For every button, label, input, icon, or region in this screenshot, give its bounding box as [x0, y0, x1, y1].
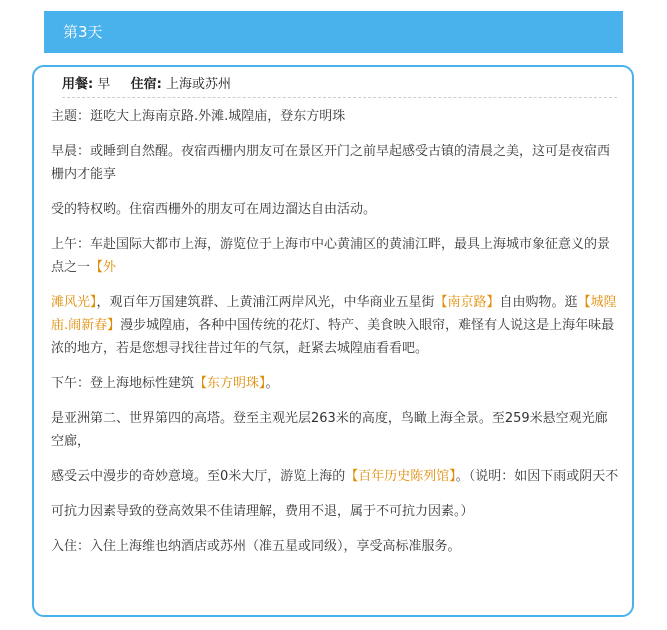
theme-paragraph: 主题：逛吃大上海南京路.外滩.城隍庙，登东方明珠	[51, 109, 346, 124]
itinerary-card	[32, 65, 634, 617]
bund-link-start[interactable]: 【外	[90, 260, 117, 275]
note-continued-paragraph: 可抗力因素导致的登高效果不佳请理解，费用不退，属于不可抗力因素。）	[51, 504, 474, 519]
cloud-walk-text: 感受云中漫步的奇妙意境。至0米大厅，游览上海的	[51, 469, 346, 484]
stay-value: 上海或苏州	[165, 77, 231, 92]
tower-paragraph: 是亚洲第二、世界第四的高塔。登至主观光层263米的高度，鸟瞰上海全景。至259米悬空观光廊空廊，	[51, 411, 608, 449]
forenoon-text: 上午：车赴国际大都市上海，游览位于上海市中心黄浦区的黄浦江畔，最具上海城市象征意义的景点之一	[51, 237, 611, 275]
city-god-temple-link[interactable]: 【城隍庙.闹新春】	[51, 295, 617, 333]
history-museum-link[interactable]: 【百年历史陈列馆】	[345, 469, 456, 484]
note-text: 。（说明：如因下雨或阴天不	[455, 469, 619, 484]
day-title: 第3天	[63, 23, 103, 41]
nanjing-road-link[interactable]: 【南京路】	[434, 295, 500, 310]
meal-stay-row	[62, 73, 617, 98]
afternoon-paragraph	[51, 372, 619, 395]
cloud-walk-paragraph	[51, 465, 619, 488]
forenoon-paragraph	[51, 233, 619, 279]
meals-label: 用餐:	[62, 77, 94, 92]
forenoon-continued-paragraph	[51, 291, 619, 360]
morning-continued-paragraph: 受的特权哟。住宿西栅外的朋友可在周边溜达自由活动。	[51, 202, 377, 217]
afternoon-text: 下午：登上海地标性建筑	[51, 376, 195, 391]
stay-label: 住宿:	[130, 77, 162, 92]
day-header	[44, 11, 623, 53]
temple-text: 漫步城隍庙，各种中国传统的花灯、特产、美食映入眼帘，难怪有人说这是上海年味最浓的地方，若是您想寻找往昔过年的气氛，赶紧去城隍庙看看吧。	[51, 318, 615, 356]
morning-paragraph: 早晨：或睡到自然醒。夜宿西栅内朋友可在景区开门之前早起感受古镇的清晨之美，这可是夜宿西栅内才能享	[51, 144, 611, 182]
check-in-paragraph: 入住：入住上海维也纳酒店或苏州（准五星或同级），享受高标准服务。	[51, 539, 461, 554]
bund-text: ，观百年万国建筑群、上黄浦江两岸风光，中华商业五星街	[96, 295, 435, 310]
shopping-text: 自由购物。逛	[499, 295, 578, 310]
meals-value: 早	[97, 77, 111, 92]
afternoon-end: 。	[265, 376, 279, 391]
oriental-pearl-link[interactable]: 【东方明珠】	[194, 376, 266, 391]
bund-link-end[interactable]: 滩风光】	[51, 295, 97, 310]
itinerary-content	[51, 105, 619, 570]
